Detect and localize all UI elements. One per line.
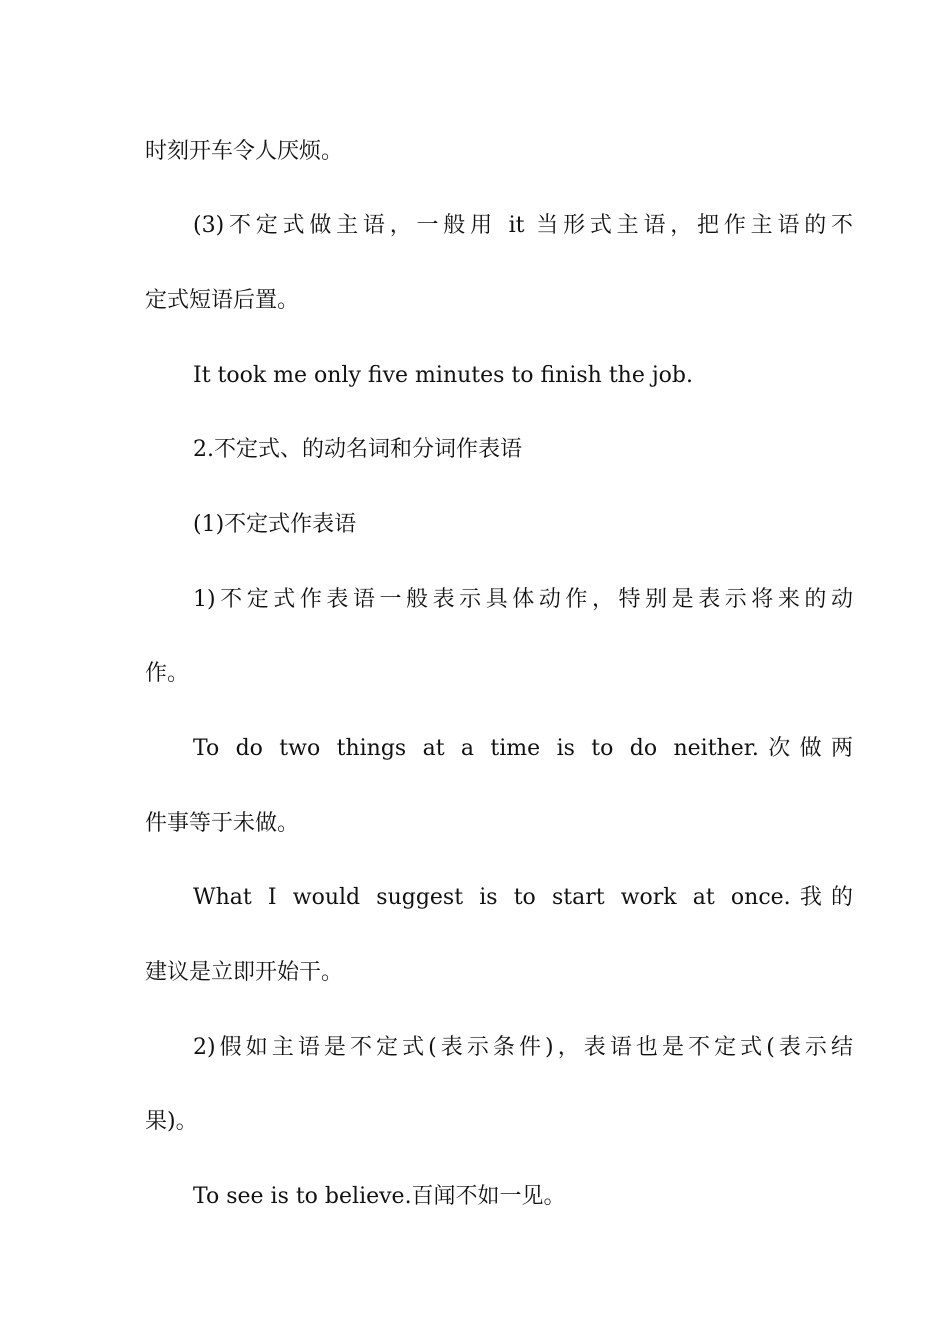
text-line-9: To do two things at a time is to do neither.次做两 [193, 736, 853, 761]
text-line-13: 2)假如主语是不定式(表示条件)，表语也是不定式(表示结 [193, 1035, 853, 1060]
text-line-10: 件事等于未做。 [145, 811, 300, 836]
text-line-5: 2.不定式、的动名词和分词作表语 [193, 437, 522, 462]
text-line-4: It took me only five minutes to finish the job. [193, 363, 693, 388]
text-line-15: To see is to believe.百闻不如一见。 [193, 1184, 566, 1209]
text-line-14: 果)。 [145, 1109, 198, 1134]
text-line-12: 建议是立即开始干。 [145, 960, 344, 985]
text-line-2: (3)不定式做主语，一般用 it 当形式主语，把作主语的不 [193, 213, 853, 238]
text-line-3: 定式短语后置。 [145, 288, 300, 313]
text-line-11: What I would suggest is to start work at once.我的 [193, 885, 853, 910]
text-line-7: 1)不定式作表语一般表示具体动作，特别是表示将来的动 [193, 587, 853, 612]
text-line-8: 作。 [145, 661, 190, 686]
text-line-6: (1)不定式作表语 [193, 512, 357, 537]
text-line-1: 时刻开车令人厌烦。 [145, 139, 344, 164]
